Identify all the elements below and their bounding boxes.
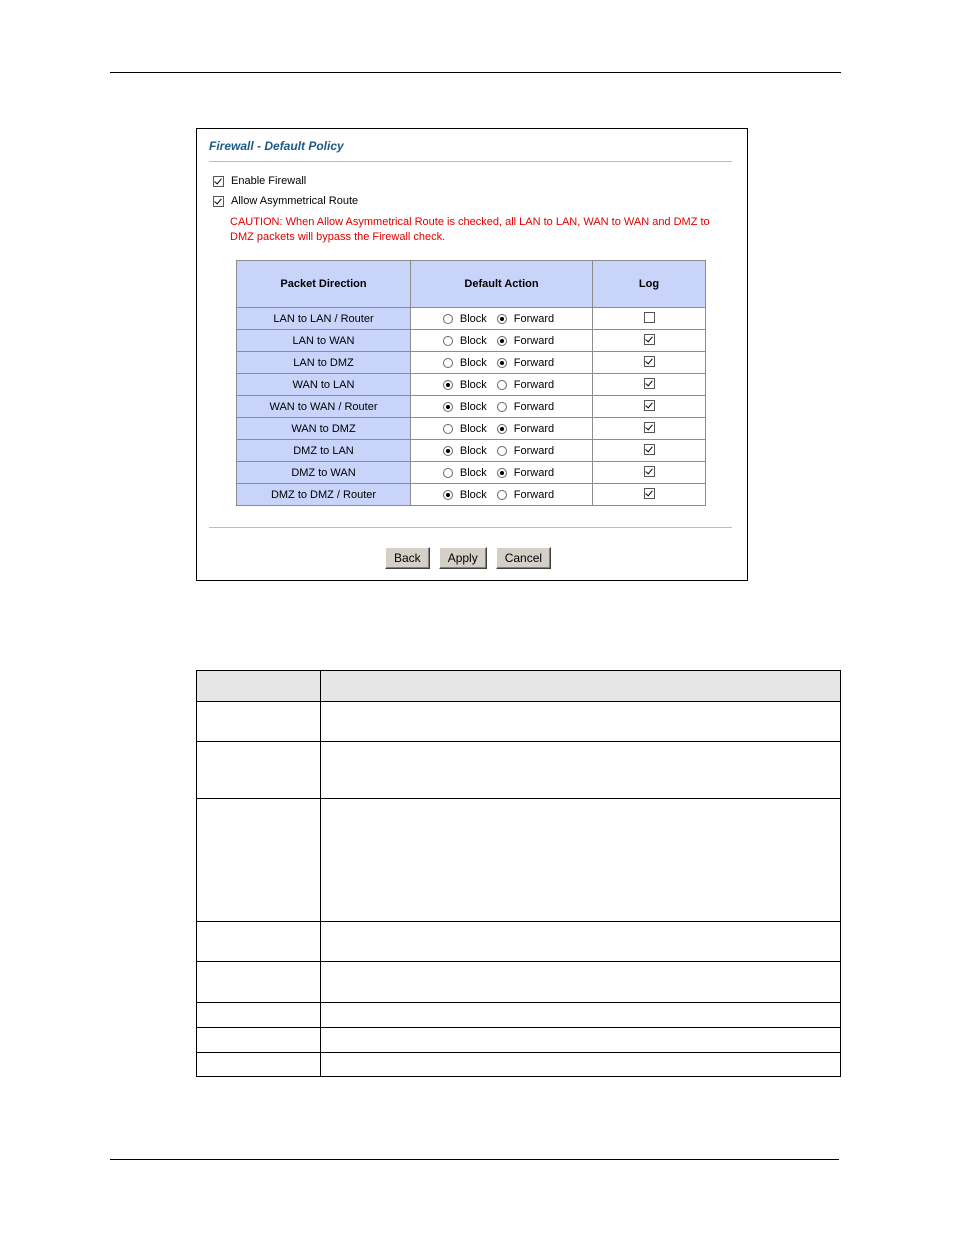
log-checkbox[interactable] xyxy=(644,378,655,389)
forward-label: Forward xyxy=(513,378,555,391)
log-checkbox[interactable] xyxy=(644,312,655,323)
forward-label: Forward xyxy=(513,356,555,369)
column-header-packet-direction: Packet Direction xyxy=(237,261,411,308)
packet-direction-cell: DMZ to WAN xyxy=(237,462,411,484)
enable-firewall-label: Enable Firewall xyxy=(231,175,307,187)
log-cell xyxy=(593,352,706,374)
table-row xyxy=(237,330,706,352)
default-action-cell xyxy=(411,396,593,418)
forward-label: Forward xyxy=(513,488,555,501)
allow-asymmetrical-route-label: Allow Asymmetrical Route xyxy=(231,195,359,207)
default-action-cell xyxy=(411,462,593,484)
table-row xyxy=(237,462,706,484)
log-checkbox[interactable] xyxy=(644,356,655,367)
block-radio[interactable] xyxy=(443,380,453,390)
table-row xyxy=(237,374,706,396)
forward-label: Forward xyxy=(513,444,555,457)
packet-direction-cell: LAN to DMZ xyxy=(237,352,411,374)
table-row xyxy=(237,308,706,330)
table-row xyxy=(197,1053,841,1077)
forward-radio[interactable] xyxy=(497,358,507,368)
table-row xyxy=(197,742,841,799)
table-row xyxy=(197,702,841,742)
block-radio[interactable] xyxy=(443,424,453,434)
table-row xyxy=(197,1003,841,1028)
table-row xyxy=(237,396,706,418)
forward-label: Forward xyxy=(513,466,555,479)
packet-direction-cell: LAN to LAN / Router xyxy=(237,308,411,330)
default-action-cell xyxy=(411,330,593,352)
block-label: Block xyxy=(459,444,487,457)
forward-label: Forward xyxy=(513,312,555,325)
default-action-cell xyxy=(411,352,593,374)
column-header-log: Log xyxy=(593,261,706,308)
forward-radio[interactable] xyxy=(497,446,507,456)
default-action-cell xyxy=(411,374,593,396)
allow-asymmetrical-route-option[interactable] xyxy=(213,195,358,207)
block-label: Block xyxy=(459,466,487,479)
allow-asymmetrical-route-checkbox[interactable] xyxy=(213,196,224,207)
table-row xyxy=(237,440,706,462)
log-checkbox[interactable] xyxy=(644,444,655,455)
block-label: Block xyxy=(459,488,487,501)
forward-radio[interactable] xyxy=(497,424,507,434)
table-row xyxy=(197,1028,841,1053)
forward-radio[interactable] xyxy=(497,336,507,346)
log-cell xyxy=(593,374,706,396)
block-label: Block xyxy=(459,422,487,435)
packet-direction-cell: LAN to WAN xyxy=(237,330,411,352)
log-cell xyxy=(593,440,706,462)
default-action-cell xyxy=(411,484,593,506)
description-table xyxy=(196,670,841,1077)
log-checkbox[interactable] xyxy=(644,400,655,411)
caution-text: CAUTION: When Allow Asymmetrical Route is checked, all LAN to LAN, WAN to WAN and DMZ to DMZ packets will bypass the Firewall check. xyxy=(230,216,710,243)
log-checkbox[interactable] xyxy=(644,466,655,477)
log-cell xyxy=(593,308,706,330)
forward-label: Forward xyxy=(513,334,555,347)
block-radio[interactable] xyxy=(443,314,453,324)
apply-button[interactable]: Apply xyxy=(439,547,487,569)
log-cell xyxy=(593,330,706,352)
log-checkbox[interactable] xyxy=(644,488,655,499)
cancel-button[interactable]: Cancel xyxy=(496,547,551,569)
table-row xyxy=(237,418,706,440)
block-radio[interactable] xyxy=(443,402,453,412)
default-action-cell xyxy=(411,440,593,462)
forward-radio[interactable] xyxy=(497,468,507,478)
forward-radio[interactable] xyxy=(497,380,507,390)
log-cell xyxy=(593,396,706,418)
block-label: Block xyxy=(459,356,487,369)
block-label: Block xyxy=(459,334,487,347)
firewall-default-policy-panel xyxy=(196,128,748,581)
divider xyxy=(209,161,732,163)
default-action-cell xyxy=(411,308,593,330)
forward-label: Forward xyxy=(513,400,555,413)
log-checkbox[interactable] xyxy=(644,422,655,433)
table-row xyxy=(197,922,841,962)
block-radio[interactable] xyxy=(443,468,453,478)
policy-table xyxy=(236,260,706,506)
packet-direction-cell: WAN to WAN / Router xyxy=(237,396,411,418)
packet-direction-cell: WAN to DMZ xyxy=(237,418,411,440)
packet-direction-cell: WAN to LAN xyxy=(237,374,411,396)
column-header-default-action: Default Action xyxy=(411,261,593,308)
forward-radio[interactable] xyxy=(497,402,507,412)
back-button[interactable]: Back xyxy=(385,547,430,569)
footer-rule xyxy=(110,1159,839,1160)
block-radio[interactable] xyxy=(443,490,453,500)
log-cell xyxy=(593,484,706,506)
packet-direction-cell: DMZ to LAN xyxy=(237,440,411,462)
divider xyxy=(209,527,732,529)
table-row xyxy=(237,352,706,374)
block-label: Block xyxy=(459,400,487,413)
table-header-row xyxy=(197,671,841,702)
page-title: Firewall - Default Policy xyxy=(209,139,344,153)
forward-radio[interactable] xyxy=(497,490,507,500)
log-checkbox[interactable] xyxy=(644,334,655,345)
forward-radio[interactable] xyxy=(497,314,507,324)
table-row xyxy=(237,484,706,506)
block-radio[interactable] xyxy=(443,336,453,346)
block-label: Block xyxy=(459,378,487,391)
packet-direction-cell: DMZ to DMZ / Router xyxy=(237,484,411,506)
block-radio[interactable] xyxy=(443,358,453,368)
button-bar xyxy=(385,547,551,569)
log-cell xyxy=(593,462,706,484)
enable-firewall-checkbox[interactable] xyxy=(213,176,224,187)
block-radio[interactable] xyxy=(443,446,453,456)
table-row xyxy=(197,799,841,922)
enable-firewall-option[interactable] xyxy=(213,175,306,187)
forward-label: Forward xyxy=(513,422,555,435)
block-label: Block xyxy=(459,312,487,325)
default-action-cell xyxy=(411,418,593,440)
header-rule xyxy=(110,72,841,73)
table-row xyxy=(197,962,841,1003)
log-cell xyxy=(593,418,706,440)
